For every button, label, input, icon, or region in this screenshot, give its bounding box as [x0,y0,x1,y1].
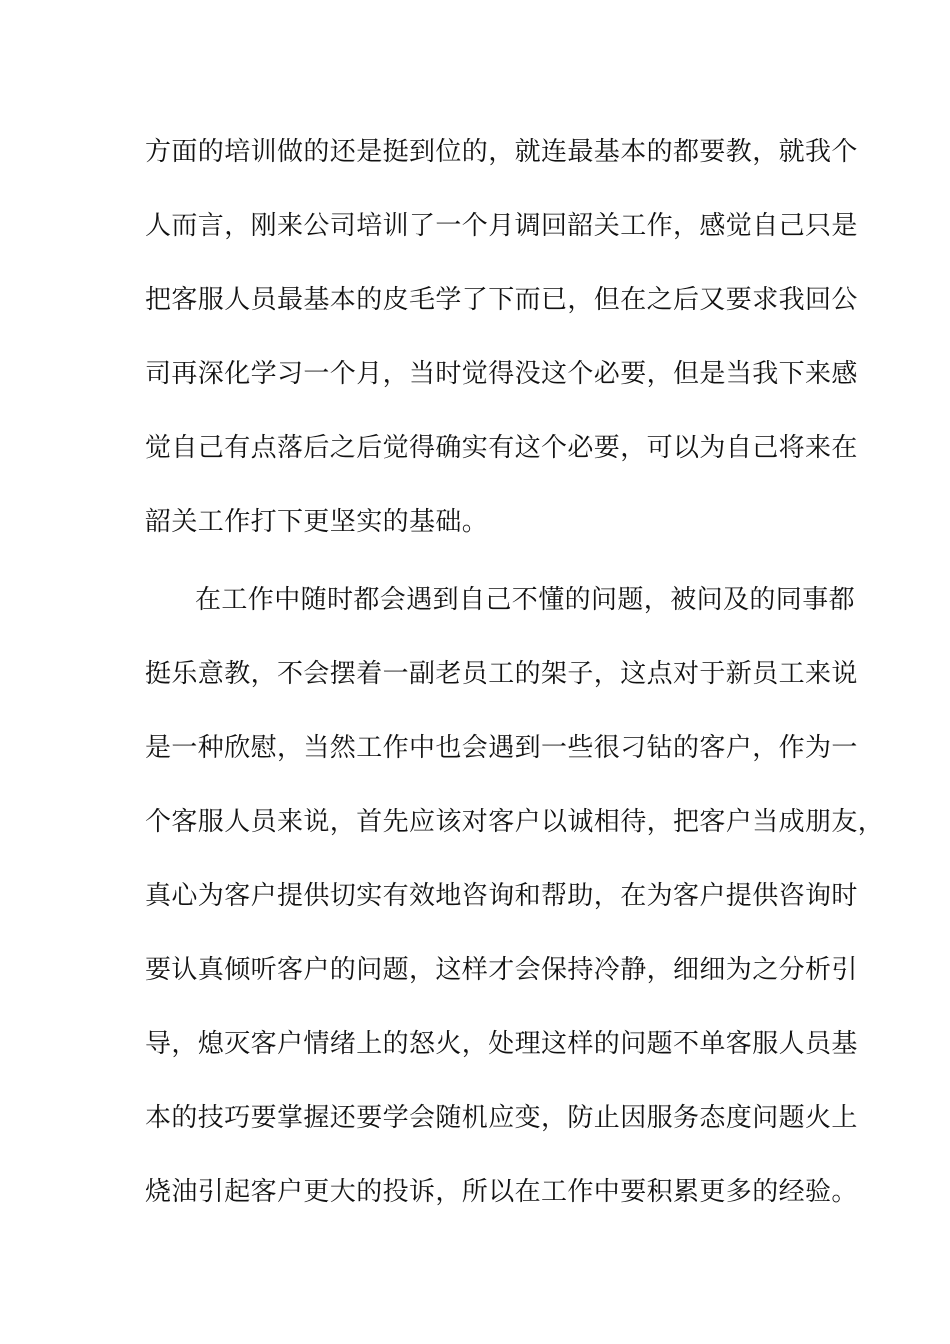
text-line: 觉自己有点落后之后觉得确实有这个必要，可以为自己将来在 [145,433,858,463]
text-line: 烧油引起客户更大的投诉，所以在工作中要积累更多的经验。 [145,1177,858,1207]
text-line: 个客服人员来说，首先应该对客户以诚相待，把客户当成朋友， [145,807,885,837]
text-line: 是一种欣慰，当然工作中也会遇到一些很刁钻的客户，作为一 [145,733,858,763]
text-line: 要认真倾听客户的问题，这样才会保持冷静，细细为之分析引 [145,955,858,985]
text-line: 韶关工作打下更坚实的基础。 [145,507,489,537]
text-line: 本的技巧要掌握还要学会随机应变，防止因服务态度问题火上 [145,1103,858,1133]
text-line: 真心为客户提供切实有效地咨询和帮助，在为客户提供咨询时 [145,881,858,911]
text-line: 司再深化学习一个月，当时觉得没这个必要，但是当我下来感 [145,359,858,389]
text-line: 导，熄灭客户情绪上的怒火，处理这样的问题不单客服人员基 [145,1029,858,1059]
text-line: 人而言，刚来公司培训了一个月调回韶关工作，感觉自己只是 [145,211,858,241]
text-line: 在工作中随时都会遇到自己不懂的问题，被问及的同事都 [195,585,856,615]
text-line: 方面的培训做的还是挺到位的，就连最基本的都要教，就我个 [145,137,858,167]
text-line: 挺乐意教，不会摆着一副老员工的架子，这点对于新员工来说 [145,659,858,689]
text-line: 把客服人员最基本的皮毛学了下而已，但在之后又要求我回公 [145,285,858,315]
